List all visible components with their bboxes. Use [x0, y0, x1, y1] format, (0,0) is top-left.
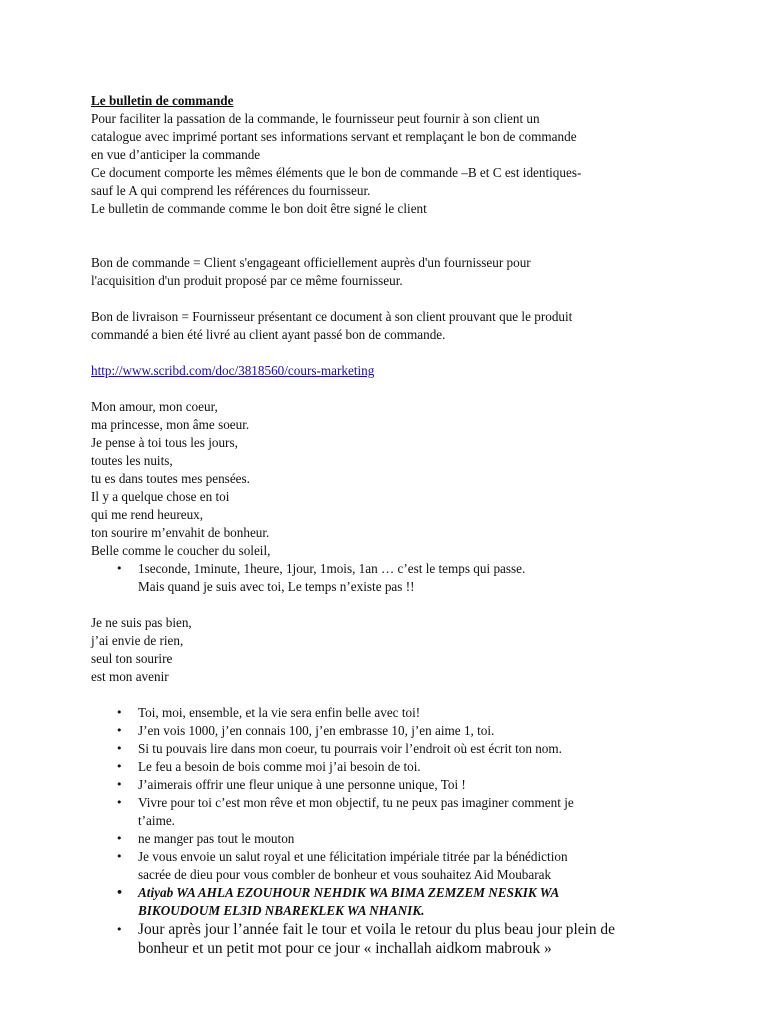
text-line: Ce document comporte les mêmes éléments que le bon de commande –B et C est identiques- — [91, 165, 582, 180]
bullet-icon: • — [116, 778, 123, 791]
link-paragraph — [91, 362, 681, 380]
bullet-icon: • — [116, 850, 123, 863]
list-item-text: ne manger pas tout le mouton — [138, 831, 295, 846]
list-item-text: Toi, moi, ensemble, et la vie sera enfin belle avec toi! — [138, 705, 421, 720]
list-item-text: Mais quand je suis avec toi, Le temps n’existe pas !! — [138, 579, 415, 594]
bon-de-livraison-paragraph — [91, 308, 681, 344]
poem-line: toutes les nuits, — [91, 453, 173, 468]
list-item-text: J’aimerais offrir une fleur unique à une personne unique, Toi ! — [138, 777, 466, 792]
list-item-text: J’en vois 1000, j’en connais 100, j’en embrasse 10, j’en aime 1, toi. — [138, 723, 495, 738]
poem-line: Je ne suis pas bien, — [91, 615, 192, 630]
text-line: commandé a bien été livré au client ayant passé bon de commande. — [91, 327, 446, 342]
text-line: en vue d’anticiper la commande — [91, 147, 261, 162]
bullet-icon: • — [116, 886, 124, 899]
list-item — [91, 776, 681, 794]
bullet-icon: • — [116, 724, 123, 737]
list-item-text: Atiyab WA AHLA EZOUHOUR NEHDIK WA BIMA ZEMZEM NESKIK WA — [138, 885, 560, 900]
text-line: Le bulletin de commande comme le bon doit être signé le client — [91, 201, 427, 216]
text-line: Bon de livraison = Fournisseur présentant ce document à son client prouvant que le produit — [91, 309, 573, 324]
list-item-text: Si tu pouvais lire dans mon coeur, tu pourrais voir l’endroit où est écrit ton nom. — [138, 741, 562, 756]
list-item-text: Vivre pour toi c’est mon rêve et mon objectif, tu ne peux pas imaginer comment je — [138, 795, 574, 810]
section-bulletin — [91, 92, 681, 218]
list-item — [91, 848, 681, 884]
list-item-text: bonheur et un petit mot pour ce jour « inchallah aidkom mabrouk » — [138, 940, 552, 957]
text-line: catalogue avec imprimé portant ses informations servant et remplaçant le bon de commande — [91, 129, 577, 144]
poem-line: Mon amour, mon coeur, — [91, 399, 218, 414]
bullet-icon: • — [116, 706, 123, 719]
text-line: sauf le A qui comprend les références du fournisseur. — [91, 183, 371, 198]
poem-line: ton sourire m’envahit de bonheur. — [91, 525, 270, 540]
poem-line: j’ai envie de rien, — [91, 633, 184, 648]
poem-pas-bien — [91, 614, 681, 686]
list-item-text: 1seconde, 1minute, 1heure, 1jour, 1mois, 1an … c’est le temps qui passe. — [138, 561, 526, 576]
list-item-large — [91, 920, 681, 958]
list-item — [91, 794, 681, 830]
bullet-icon: • — [116, 832, 123, 845]
list-item — [91, 740, 681, 758]
text-line: l'acquisition d'un produit proposé par ce même fournisseur. — [91, 273, 403, 288]
bullet-icon: • — [116, 760, 123, 773]
poem-line: est mon avenir — [91, 669, 169, 684]
list-item-text: Le feu a besoin de bois comme moi j’ai besoin de toi. — [138, 759, 421, 774]
list-item-bold — [91, 884, 681, 920]
document-body — [91, 92, 681, 958]
list-item — [91, 560, 681, 596]
list-item — [91, 704, 681, 722]
list-item-text: sacrée de dieu pour vous combler de bonheur et vous souhaitez Aid Moubarak — [138, 867, 552, 882]
poem-line: qui me rend heureux, — [91, 507, 204, 522]
section-title: Le bulletin de commande — [91, 93, 234, 108]
poem-line: tu es dans toutes mes pensées. — [91, 471, 250, 486]
bon-de-commande-paragraph — [91, 254, 681, 290]
list-item — [91, 722, 681, 740]
poem-line: Je pense à toi tous les jours, — [91, 435, 238, 450]
bullet-icon: • — [116, 923, 123, 936]
list-item-text: Je vous envoie un salut royal et une félicitation impériale titrée par la bénédiction — [138, 849, 568, 864]
bullet-icon: • — [116, 796, 123, 809]
poem-mon-amour — [91, 398, 681, 560]
list-item-text: Jour après jour l’année fait le tour et voila le retour du plus beau jour plein de — [138, 921, 615, 938]
bullet-icon: • — [116, 562, 123, 575]
list-item — [91, 758, 681, 776]
list-item-text: BIKOUDOUM EL3ID NBAREKLEK WA NHANIK. — [138, 903, 425, 918]
text-line: Pour faciliter la passation de la commande, le fournisseur peut fournir à son client un — [91, 111, 540, 126]
scribd-link[interactable]: http://www.scribd.com/doc/3818560/cours-marketing — [91, 363, 375, 378]
list-item-text: t’aime. — [138, 813, 175, 828]
bullet-list-messages — [91, 704, 681, 958]
poem-line: Il y a quelque chose en toi — [91, 489, 230, 504]
poem-line: ma princesse, mon âme soeur. — [91, 417, 250, 432]
list-item — [91, 830, 681, 848]
bullet-icon: • — [116, 742, 123, 755]
poem-line: Belle comme le coucher du soleil, — [91, 543, 271, 558]
bullet-list-time — [91, 560, 681, 596]
text-line: Bon de commande = Client s'engageant officiellement auprès d'un fournisseur pour — [91, 255, 531, 270]
poem-line: seul ton sourire — [91, 651, 173, 666]
